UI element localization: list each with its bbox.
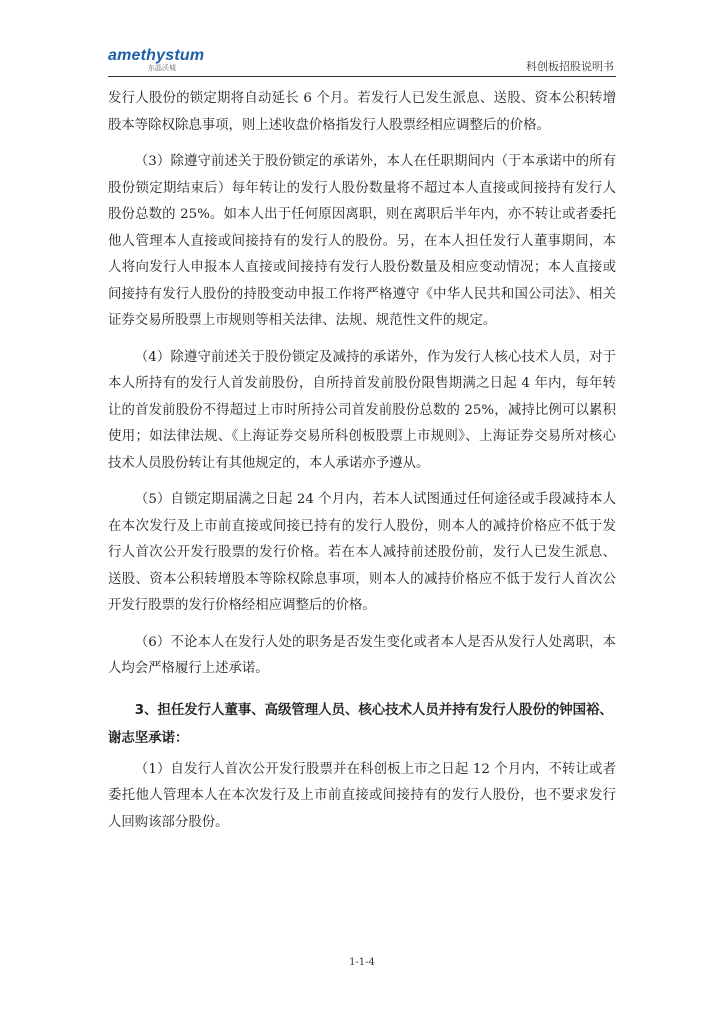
company-logo [108,48,204,73]
logo-wordmark: amethystum [108,47,205,64]
document-title: 科创板招股说明书 [526,60,614,73]
section-heading: 3、担任发行人董事、高级管理人员、核心技术人员并持有发行人股份的钟国裕、谢志坚承诺： [108,702,613,746]
page-number: 1-1-4 [349,957,375,968]
paragraph-item-5: （5）自锁定期届满之日起 24 个月内，若本人试图通过任何途径或手段减持本人在本次发行及上市前直接或间接已持有的发行人股份，则本人的减持价格应不低于发行人首次公开发行股票的发行价格。若在本人减持前述股份前，发行人已发生派息、送股、资本公积转增股本等除权除息事项，则本人的减持价格应不低于发行人首次公开发行股票的发行价格经相应调整后的价格。 [108,492,616,613]
logo-subtitle: 东晶沃城 [148,64,176,72]
paragraph-item-4: （4）除遵守前述关于股份锁定及减持的承诺外，作为发行人核心技术人员，对于本人所持有的发行人首发前股份，自所持首发前股份限售期满之日起 4 年内，每年转让的首发前股份不得超过上市时所持公司首发前股份总数的 25%，减持比例可以累积使用；如法律法规、《上海证券交易所科创板股票上市规则》、上海证券交易所对核心技术人员股份转让有其他规定的，本人承诺亦予遵从。 [108,349,616,471]
paragraph-continuation: 发行人股份的锁定期将自动延长 6 个月。若发行人已发生派息、送股、资本公积转增股本等除权除息事项，则上述收盘价格指发行人股票经相应调整后的价格。 [108,91,616,133]
page-header [108,48,616,77]
paragraph-item-6: （6）不论本人在发行人处的职务是否发生变化或者本人是否从发行人处离职，本人均会严格履行上述承诺。 [108,634,616,676]
paragraph-item-3: （3）除遵守前述关于股份锁定的承诺外，本人在任职期间内（于本承诺中的所有股份锁定期结束后）每年转让的发行人股份数量将不超过本人直接或间接持有发行人股份总数的 25%。如本人出于任何原因离职，则在离职后半年内，亦不转让或者委托他人管理本人直接或间接持有的发行人的股份。另，在本人担任发行人董事期间，本人将向发行人申报本人直接或间接持有发行人股份数量及相应变动情况；本人直接或间接持有发行人股份的持股变动申报工作将严格遵守《中华人民共和国公司法》、相关证券交易所股票上市规则等相关法律、法规、规范性文件的规定。 [108,154,616,328]
section-paragraph-item-1: （1）自发行人首次公开发行股票并在科创板上市之日起 12 个月内，不转让或者委托他人管理本人在本次发行及上市前直接或间接持有的发行人股份，也不要求发行人回购该部分股份。 [108,761,616,830]
document-body [108,86,616,846]
